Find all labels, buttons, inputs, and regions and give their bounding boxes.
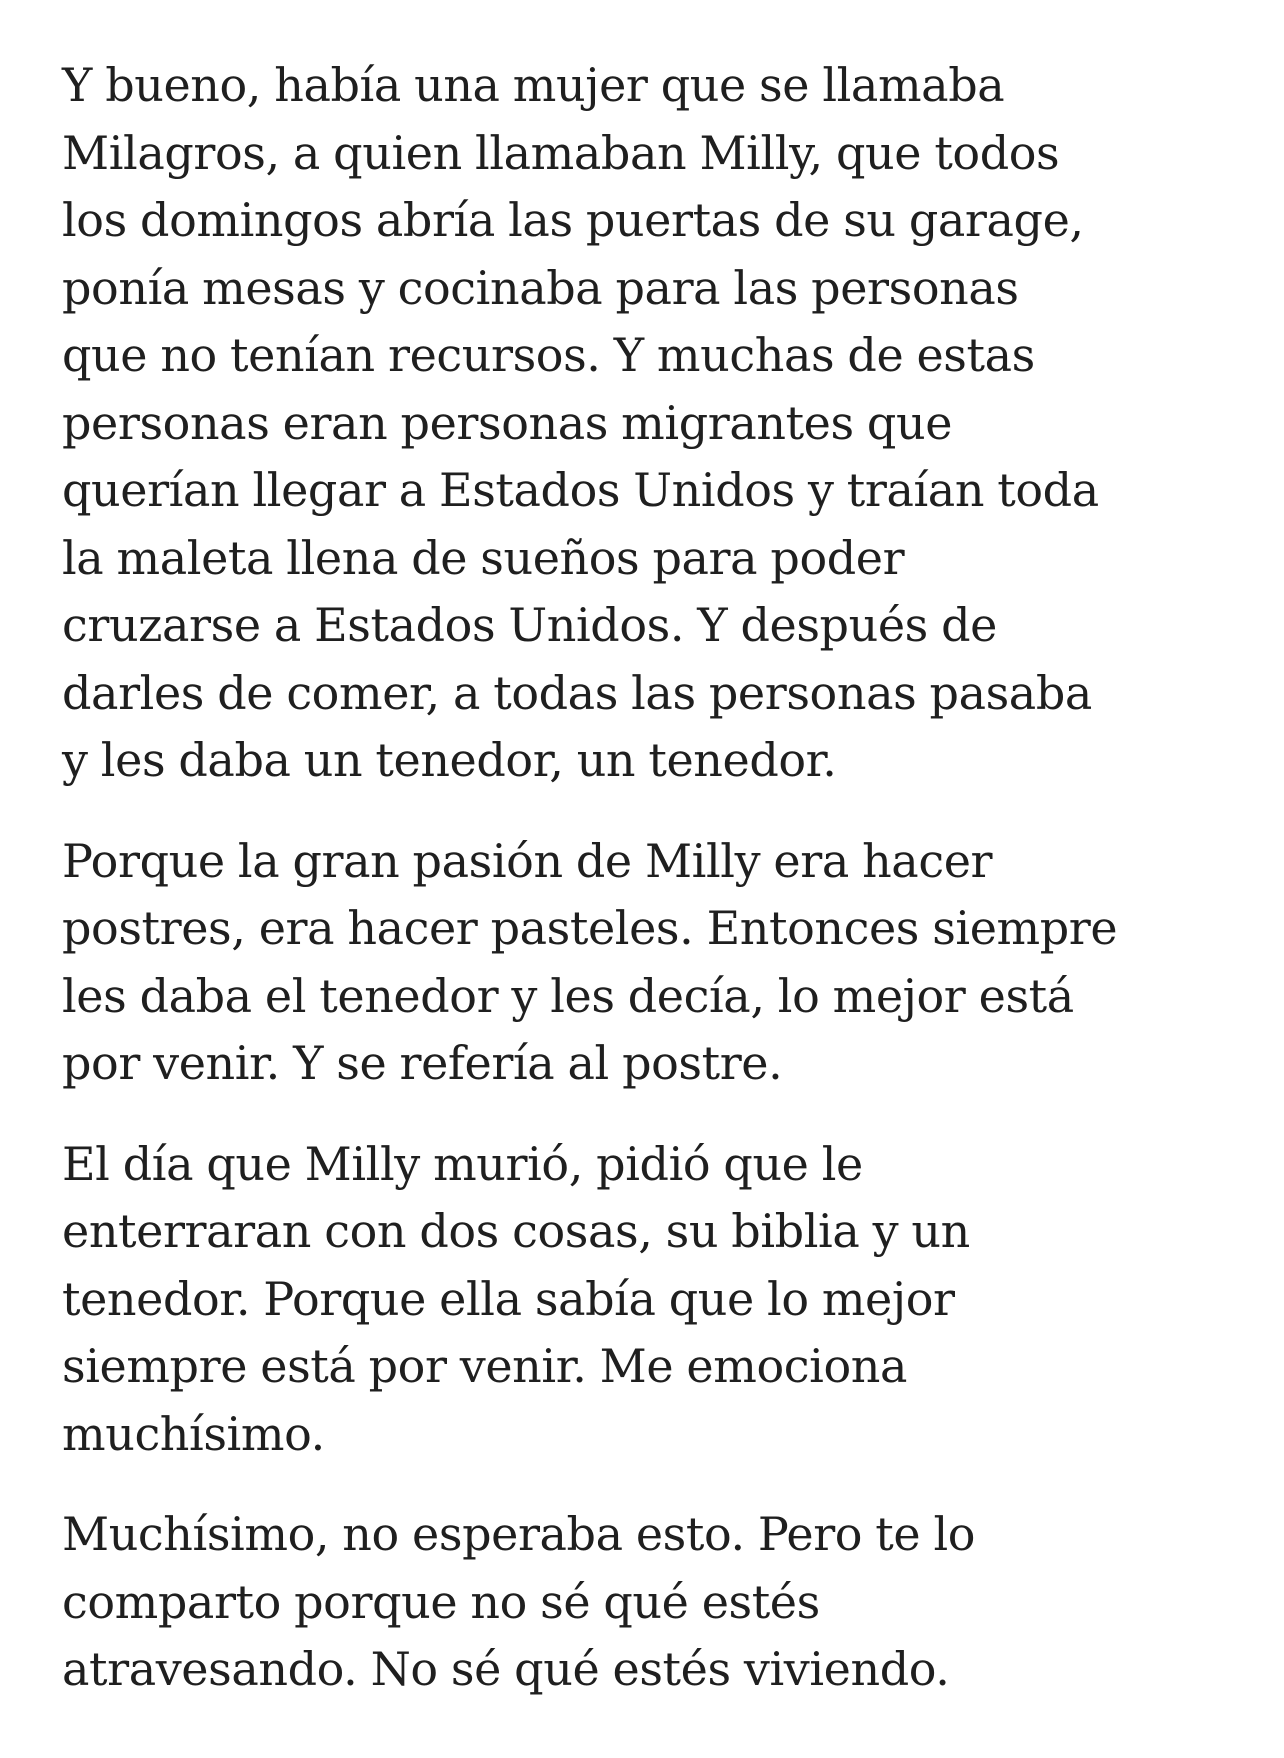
text-line: comparto porque no sé qué estés (62, 1574, 820, 1629)
text-line: les daba el tenedor y les decía, lo mejor está (62, 968, 1074, 1023)
text-line: la maleta llena de sueños para poder (62, 530, 905, 585)
text-line: que no tenían recursos. Y muchas de estas (62, 328, 1035, 382)
text-line: siempre está por venir. Me emociona (62, 1339, 907, 1393)
article-body (62, 52, 1222, 1737)
text-line: los domingos abría las puertas de su garage, (62, 193, 1084, 247)
text-line: El día que Milly murió, pidió que le (62, 1136, 863, 1191)
text-line: cruzarse a Estados Unidos. Y después de (62, 598, 997, 652)
text-line: por venir. Y se refería al postre. (62, 1036, 783, 1090)
text-line: Y bueno, había una mujer que se llamaba (62, 58, 1005, 112)
text-line: y les daba un tenedor, un tenedor. (62, 733, 837, 787)
text-line: Muchísimo, no esperaba esto. Pero te lo (62, 1507, 976, 1561)
text-line: ponía mesas y cocinaba para las personas (62, 260, 1019, 315)
paragraph-postres (62, 828, 1222, 1098)
text-line: tenedor. Porque ella sabía que lo mejor (62, 1271, 955, 1326)
text-line: enterraran con dos cosas, su biblia y un (62, 1204, 970, 1258)
paragraph-milagros (62, 52, 1222, 795)
text-line: Porque la gran pasión de Milly era hacer (62, 833, 993, 888)
text-line: personas eran personas migrantes que (62, 395, 953, 450)
text-line: Milagros, a quien llamaban Milly, que todos (62, 125, 1060, 180)
paragraph-tenedor (62, 1131, 1222, 1469)
text-line: muchísimo. (62, 1406, 325, 1461)
text-line: querían llegar a Estados Unidos y traían toda (62, 463, 1099, 517)
text-line: postres, era hacer pasteles. Entonces siempre (62, 901, 1118, 955)
paragraph-comparto (62, 1501, 1222, 1704)
text-line: atravesando. No sé qué estés viviendo. (62, 1642, 950, 1696)
text-line: darles de comer, a todas las personas pasaba (62, 665, 1092, 720)
